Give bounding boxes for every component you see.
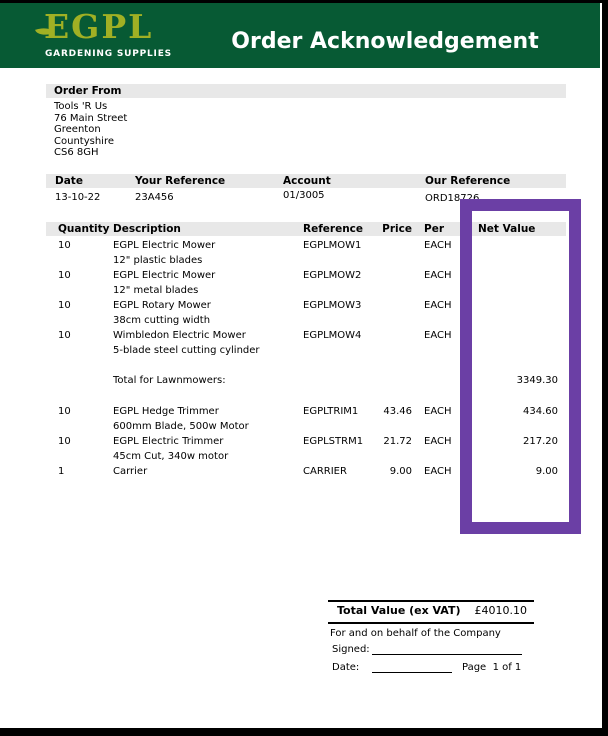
subtotal-value: 3349.30 [516,375,558,386]
cell-description-line2: 12" metal blades [113,285,199,296]
date-signature-line [372,672,452,673]
account-value: 01/3005 [283,190,325,201]
total-rule-top [328,600,534,602]
cell-description-line2: 5-blade steel cutting cylinder [113,345,260,356]
net-value-highlight-annotation [460,199,581,534]
your-reference-header: Your Reference [135,175,226,187]
signed-signature-line [372,654,522,655]
cell-description: EGPL Electric Mower [113,270,216,281]
address-line: Countyshire [54,135,114,147]
cell-quantity: 10 [58,406,71,417]
header-banner [0,3,600,68]
cell-reference: EGPLMOW2 [303,270,362,281]
cell-description: Carrier [113,466,148,477]
cell-description: Wimbledon Electric Mower [113,330,246,341]
total-rule-bottom [328,622,534,624]
net-value-header: Net Value [478,223,536,235]
cell-per: EACH [424,466,452,477]
cell-description: EGPL Electric Mower [113,240,216,251]
total-value-label: Total Value (ex VAT) [337,604,461,617]
cell-quantity: 10 [58,270,71,281]
cell-description: EGPL Rotary Mower [113,300,211,311]
cell-net-value: 217.20 [523,436,558,447]
cell-reference: EGPLMOW3 [303,300,362,311]
cell-per: EACH [424,300,452,311]
company-logo: EGPL [44,7,154,46]
cell-reference: EGPLMOW1 [303,240,362,251]
cell-per: EACH [424,240,452,251]
cell-description-line2: 600mm Blade, 500w Motor [113,421,249,432]
cell-reference: EGPLTRIM1 [303,406,359,417]
cell-price: 9.00 [389,466,412,477]
date-label: Date: [332,662,360,673]
address-line: 76 Main Street [54,112,128,124]
cell-net-value: 434.60 [523,406,558,417]
cell-per: EACH [424,406,452,417]
subtotal-label: Total for Lawnmowers: [113,375,226,386]
address-line: Tools 'R Us [54,101,108,112]
price-header: Price [382,223,412,235]
per-header: Per [424,223,444,235]
cell-price: 43.46 [383,406,412,417]
cell-quantity: 10 [58,240,71,251]
cell-reference: EGPLSTRM1 [303,436,364,447]
cell-per: EACH [424,270,452,281]
your-reference-value: 23A456 [135,192,174,203]
cell-description-line2: 38cm cutting width [113,315,211,326]
order-from-header-band [46,84,566,98]
cell-quantity: 1 [58,466,65,477]
our-reference-header: Our Reference [425,175,511,187]
cell-quantity: 10 [58,436,71,447]
date-value: 13-10-22 [55,192,101,203]
address-line: Greenton [54,124,101,135]
cell-net-value: 9.00 [535,466,558,477]
cell-description-line2: 45cm Cut, 340w motor [113,451,229,462]
page-right-border [602,0,608,736]
total-value-amount: £4010.10 [474,604,527,617]
cell-description: EGPL Electric Trimmer [113,436,224,447]
company-logo-subtitle: GARDENING SUPPLIES [45,49,172,59]
order-from-label: Order From [54,85,122,97]
cell-description: EGPL Hedge Trimmer [113,406,219,417]
date-header: Date [55,175,83,187]
cell-description-line2: 12" plastic blades [113,255,203,266]
account-header: Account [283,175,331,187]
cell-quantity: 10 [58,300,71,311]
on-behalf-text: For and on behalf of the Company [330,628,501,639]
quantity-header: Quantity [58,223,110,235]
signed-label: Signed: [332,644,370,655]
customer-address [54,101,127,159]
address-line: CS6 8GH [54,147,99,158]
cell-reference: CARRIER [303,466,347,477]
reference-column-header: Reference [303,223,364,235]
cell-reference: EGPLMOW4 [303,330,362,341]
cell-per: EACH [424,436,452,447]
reference-header-band [46,174,566,188]
cell-price: 21.72 [383,436,412,447]
description-header: Description [113,223,181,235]
document-title: Order Acknowledgement [231,29,539,54]
page-number: Page 1 of 1 [462,662,522,673]
our-reference-value: ORD18726 [425,193,480,204]
page-bottom-border [0,728,608,736]
cell-quantity: 10 [58,330,71,341]
cell-per: EACH [424,330,452,341]
